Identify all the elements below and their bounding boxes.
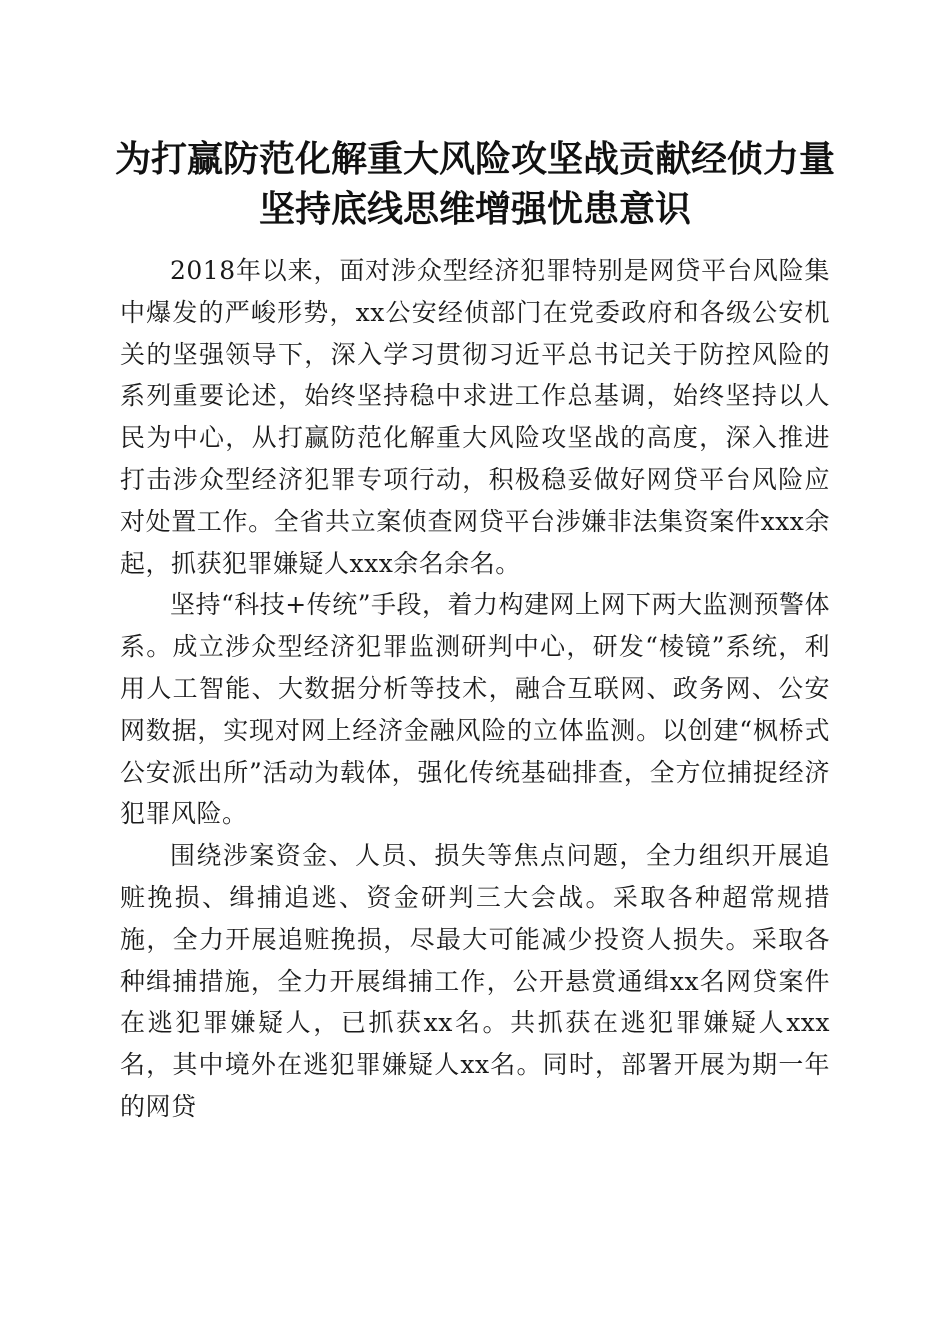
paragraph-2: 坚持“科技+传统”手段，着力构建网上网下两大监测预警体系。成立涉众型经济犯罪监测研判中心，研发“棱镜”系统，利用人工智能、大数据分析等技术，融合互联网、政务网、公安网数据，实现对网上经济金融风险的立体监测。以创建“枫桥式公安派出所”活动为载体，强化传统基础排查，全方位捕捉经济犯罪风险。 bbox=[120, 590, 831, 829]
paragraph-1: 2018年以来，面对涉众型经济犯罪特别是网贷平台风险集中爆发的严峻形势，xx公安经侦部门在党委政府和各级公安机关的坚强领导下，深入学习贯彻习近平总书记关于防控风险的系列重要论述，始终坚持稳中求进工作总基调，始终坚持以人民为中心，从打赢防范化解重大风险攻坚战的高度，深入推进打击涉众型经济犯罪专项行动，积极稳妥做好网贷平台风险应对处置工作。全省共立案侦查网贷平台涉嫌非法集资案件xxx余起，抓获犯罪嫌疑人xxx余名余名。 bbox=[120, 256, 830, 578]
title-line-2: 坚持底线思维增强忧患意识 bbox=[258, 188, 691, 230]
document-body bbox=[120, 250, 830, 1128]
title-line-1: 为打赢防范化解重大风险攻坚战贡献经侦力量 bbox=[114, 138, 835, 180]
document-title bbox=[100, 134, 850, 234]
paragraph-3: 围绕涉案资金、人员、损失等焦点问题，全力组织开展追赃挽损、缉捕追逃、资金研判三大会战。采取各种超常规措施，全力开展追赃挽损，尽最大可能减少投资人损失。采取各种缉捕措施，全力开展缉捕工作，公开悬赏通缉xx名网贷案件在逃犯罪嫌疑人，已抓获xx名。共抓获在逃犯罪嫌疑人xxx名，其中境外在逃犯罪嫌疑人xx名。同时，部署开展为期一年的网贷 bbox=[120, 841, 830, 1121]
